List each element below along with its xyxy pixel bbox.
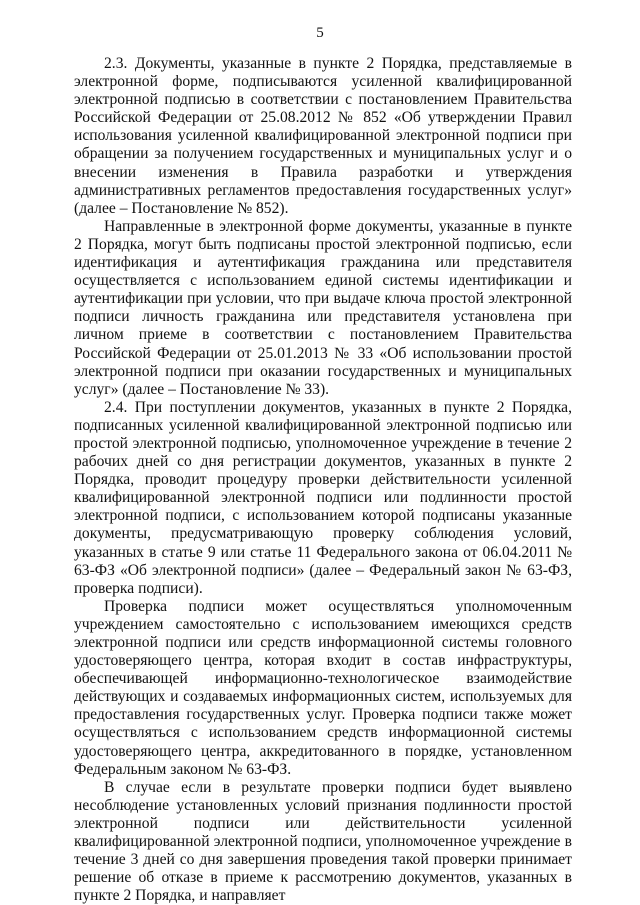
page-number: 5	[316, 25, 324, 41]
paragraph-check-failure: В случае если в результате проверки подписи будет выявлено несоблюдение установленных условий признания подлинности простой электронной подписи или действительности усиленной квалифицированной электронной подписи, уполномоченное учреждение в течение 3 дней со дня завершения проведения такой проверки принимает решение об отказе в приеме к рассмотрению документов, указанных в пункте 2 Порядка, и направляет	[74, 778, 572, 905]
paragraph-2-3: 2.3. Документы, указанные в пункте 2 Порядка, представляемые в электронной форме, подписываются усиленной квалифицированной электронной подписью в соответствии с постановлением Правительства Российской Федерации от 25.08.2012 № 852 «Об утверждении Правил использования усиленной квалифицированной электронной подписи при обращении за получением государственных и муниципальных услуг и о внесении изменения в Правила разработки и утверждения административных регламентов предоставления государственных услуг» (далее – Постановление № 852).	[74, 55, 572, 217]
paragraph-simple-signature: Направленные в электронной форме документы, указанные в пункте 2 Порядка, могут быть подписаны простой электронной подписью, если идентификация и аутентификация гражданина или представителя осуществляется с использованием единой системы идентификации и аутентификации при условии, что при выдаче ключа простой электронной подписи личность гражданина или представителя установлена при личном приеме в соответствии с постановлением Правительства Российской Федерации от 25.01.2013 № 33 «Об использовании простой электронной подписи при оказании государственных и муниципальных услуг» (далее – Постановление № 33).	[74, 217, 572, 398]
paragraph-2-4: 2.4. При поступлении документов, указанных в пункте 2 Порядка, подписанных усиленной квалифицированной электронной подписью или простой электронной подписью, уполномоченное учреждение в течение 2 рабочих дней со дня регистрации документов, указанных в пункте 2 Порядка, проводит процедуру проверки действительности усиленной квалифицированной электронной подписи или подлинности простой электронной подписи, с использованием которой подписаны указанные документы, предусматривающую проверку соблюдения условий, указанных в статье 9 или статье 11 Федерального закона от 06.04.2011 № 63-ФЗ «Об электронной подписи» (далее – Федеральный закон № 63-ФЗ, проверка подписи).	[74, 398, 572, 597]
paragraph-signature-check: Проверка подписи может осуществляться уполномоченным учреждением самостоятельно с использованием имеющихся средств электронной подписи или средств информационной системы головного удостоверяющего центра, которая входит в состав инфраструктуры, обеспечивающей информационно-технологическое взаимодействие действующих и создаваемых информационных систем, используемых для предоставления государственных услуг. Проверка подписи также может осуществляться с использованием средств информационной системы удостоверяющего центра, аккредитованного в порядке, установленном Федеральным законом № 63-ФЗ.	[74, 597, 572, 778]
document-body	[74, 55, 572, 905]
